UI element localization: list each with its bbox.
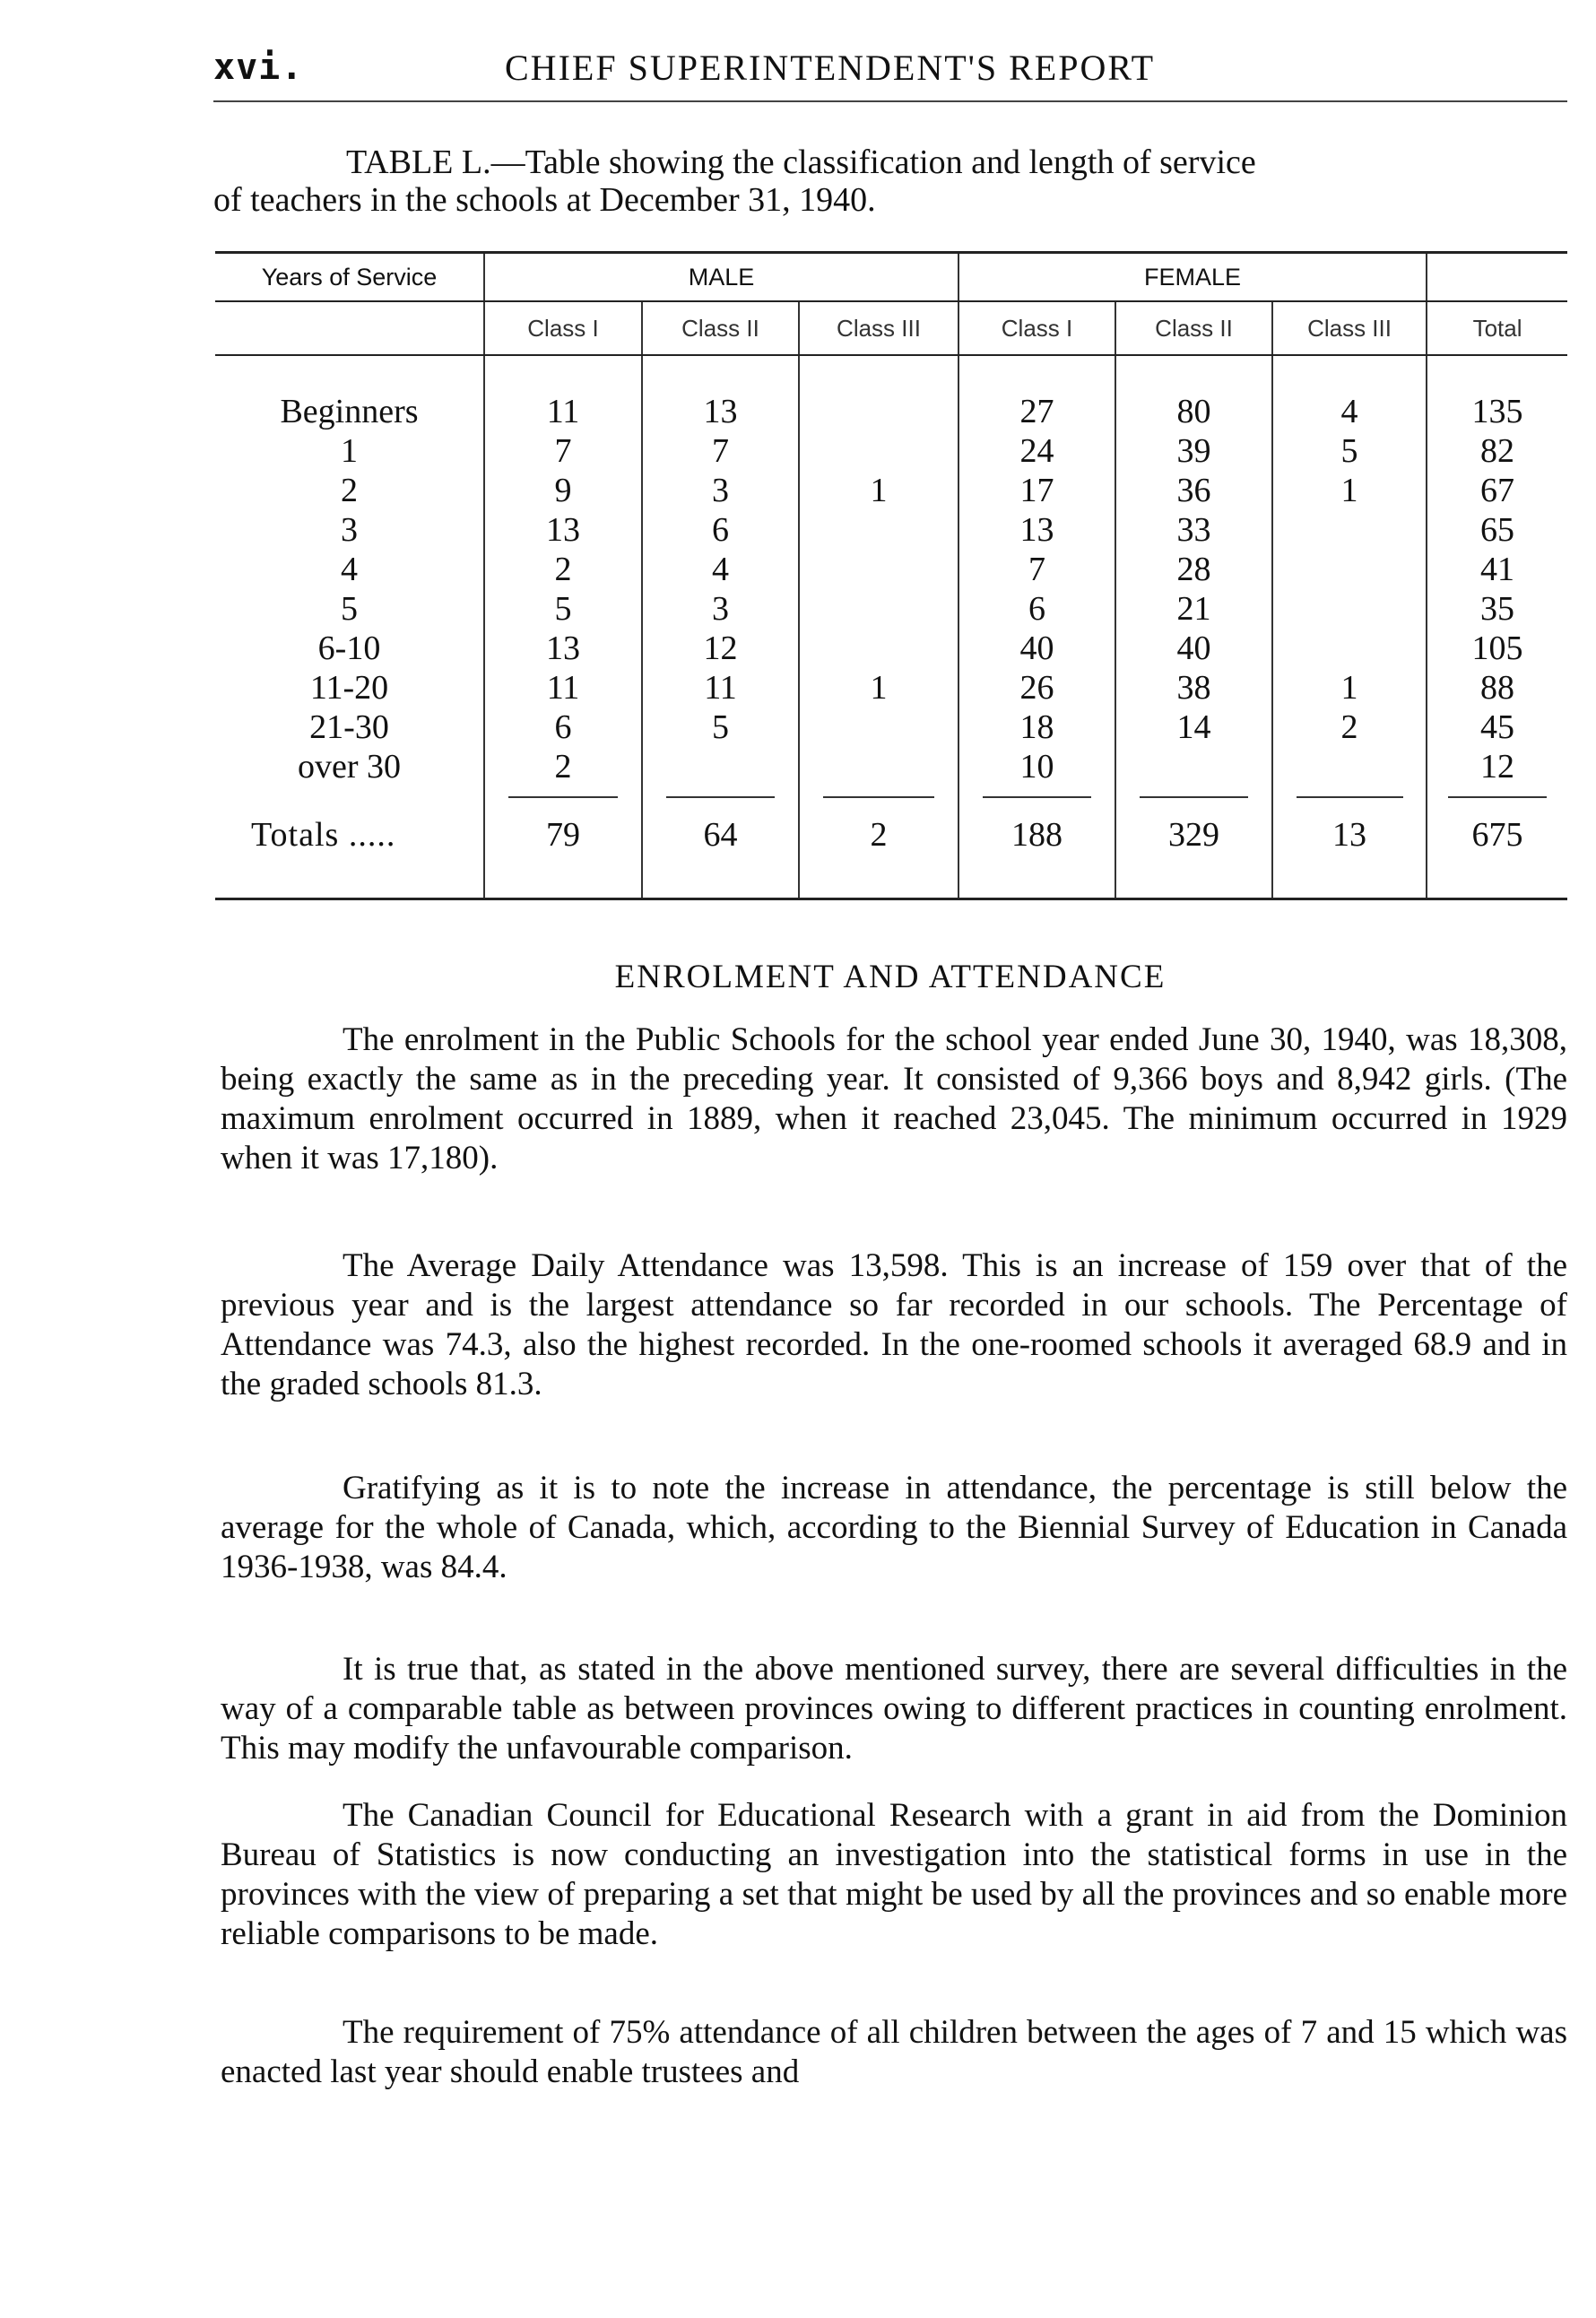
sum-rule-cell xyxy=(1427,786,1567,808)
table-cell: 82 xyxy=(1427,431,1567,471)
spacer-cell xyxy=(958,355,1115,392)
table-cell: 35 xyxy=(1427,589,1567,629)
table-caption xyxy=(213,143,1576,219)
totals-cell: 2 xyxy=(799,808,958,862)
sum-rule-cell xyxy=(484,786,642,808)
table-cell xyxy=(642,747,799,786)
totals-cell: 329 xyxy=(1115,808,1272,862)
table-cell: 105 xyxy=(1427,629,1567,668)
end-cell xyxy=(1115,862,1272,899)
table-cell xyxy=(799,629,958,668)
table-cell xyxy=(799,550,958,589)
row-label: Beginners xyxy=(280,393,419,430)
total-header-blank xyxy=(1427,253,1567,302)
running-head xyxy=(213,47,1585,100)
table-row xyxy=(215,392,1567,431)
table-cell xyxy=(799,747,958,786)
table-cell: 6 xyxy=(642,510,799,550)
table-cell: 1 xyxy=(799,471,958,510)
table-cell: 4 xyxy=(1272,392,1427,431)
table-cell: 45 xyxy=(1427,708,1567,747)
column-header: Class II xyxy=(642,301,799,355)
end-cell xyxy=(215,862,484,899)
row-label: 4 xyxy=(341,551,358,588)
sum-rule-cell xyxy=(1115,786,1272,808)
table-row xyxy=(215,747,1567,786)
paragraph: The enrolment in the Public Schools for the school year ended June 30, 1940, was 18,308, being exactly the same as in the preceding year. It consisted of 9,366 boys and 8,942 girls. (The maximum enrolment occurred in 1889, when it reached 23,045. The minimum occurred in 1929 when it was 17,180). xyxy=(221,1021,1567,1176)
table-row xyxy=(215,550,1567,589)
table-cell: 2 xyxy=(1272,708,1427,747)
table-cell: 24 xyxy=(958,431,1115,471)
table-cell xyxy=(1272,629,1427,668)
table-cell: 26 xyxy=(958,668,1115,708)
row-label: 6-10 xyxy=(317,629,381,667)
caption-line-1: TABLE L.—Table showing the classification and length of service xyxy=(346,143,1256,181)
table-cell: 3 xyxy=(642,471,799,510)
spacer-cell xyxy=(484,355,642,392)
row-label: 2 xyxy=(341,472,358,509)
end-cell xyxy=(1427,862,1567,899)
spacer-cell xyxy=(799,355,958,392)
table-cell: 40 xyxy=(1115,629,1272,668)
table-cell: 2 xyxy=(484,550,642,589)
table-cell: 14 xyxy=(1115,708,1272,747)
report-title: CHIEF SUPERINTENDENT'S REPORT xyxy=(505,48,1156,88)
table-cell: 6 xyxy=(958,589,1115,629)
table-cell: 1 xyxy=(1272,668,1427,708)
table-row xyxy=(215,431,1567,471)
paragraph: Gratifying as it is to note the increase in attendance, the percentage is still below the average for the whole of Canada, which, according to the Biennial Survey of Education in Canada 1936-1938, was 84.4. xyxy=(221,1470,1567,1585)
table-cell: 11 xyxy=(484,392,642,431)
table-cell: 80 xyxy=(1115,392,1272,431)
totals-cell: 64 xyxy=(642,808,799,862)
caption-line-2: of teachers in the schools at December 31, 1940. xyxy=(213,181,876,219)
table-row xyxy=(215,668,1567,708)
table-cell: 41 xyxy=(1427,550,1567,589)
table-cell: 1 xyxy=(799,668,958,708)
table-cell: 1 xyxy=(1272,471,1427,510)
table-cell: 5 xyxy=(484,589,642,629)
table-cell: 65 xyxy=(1427,510,1567,550)
row-label: over 30 xyxy=(297,748,402,786)
table-cell: 4 xyxy=(642,550,799,589)
table-cell: 9 xyxy=(484,471,642,510)
spacer-cell xyxy=(215,355,484,392)
table-cell: 12 xyxy=(642,629,799,668)
table-cell xyxy=(799,392,958,431)
table-cell xyxy=(1272,747,1427,786)
table-cell xyxy=(1115,747,1272,786)
table-cell: 36 xyxy=(1115,471,1272,510)
table-cell: 28 xyxy=(1115,550,1272,589)
paragraph: The requirement of 75% attendance of all children between the ages of 7 and 15 which was enacted last year should enable trustees and xyxy=(221,2014,1567,2090)
table-cell: 2 xyxy=(484,747,642,786)
male-header: MALE xyxy=(484,253,958,302)
table-cell: 13 xyxy=(484,629,642,668)
column-header-row xyxy=(215,301,1567,355)
end-cell xyxy=(958,862,1115,899)
sum-rule-cell xyxy=(215,786,484,808)
table-cell: 135 xyxy=(1427,392,1567,431)
sum-rule-cell xyxy=(1272,786,1427,808)
totals-row xyxy=(215,808,1567,862)
female-header: FEMALE xyxy=(958,253,1427,302)
sum-rule-cell xyxy=(799,786,958,808)
table-cell: 5 xyxy=(1272,431,1427,471)
table-cell: 18 xyxy=(958,708,1115,747)
totals-cell: 79 xyxy=(484,808,642,862)
row-label: 3 xyxy=(341,511,358,549)
paragraph: It is true that, as stated in the above mentioned survey, there are several difficulties in the way of a comparable table as between provinces owing to different practices in counting enrolment. This may modify the unfavourable comparison. xyxy=(221,1651,1567,1767)
spacer-cell xyxy=(642,355,799,392)
table-cell: 11 xyxy=(642,668,799,708)
table-cell: 7 xyxy=(958,550,1115,589)
row-label: 21-30 xyxy=(309,708,389,746)
end-cell xyxy=(642,862,799,899)
table-cell xyxy=(799,589,958,629)
table-cell: 21 xyxy=(1115,589,1272,629)
totals-cell: 675 xyxy=(1427,808,1567,862)
end-cell xyxy=(1272,862,1427,899)
sum-rule-cell xyxy=(958,786,1115,808)
column-header: Class III xyxy=(799,301,958,355)
spacer-cell xyxy=(1272,355,1427,392)
table-cell: 3 xyxy=(642,589,799,629)
table-cell: 13 xyxy=(958,510,1115,550)
sum-rule-cell xyxy=(642,786,799,808)
table-cell xyxy=(1272,589,1427,629)
column-header: Class III xyxy=(1272,301,1427,355)
table-cell: 13 xyxy=(484,510,642,550)
table-cell: 10 xyxy=(958,747,1115,786)
table-cell: 27 xyxy=(958,392,1115,431)
spacer-cell xyxy=(1115,355,1272,392)
table-cell: 13 xyxy=(642,392,799,431)
table-cell: 7 xyxy=(642,431,799,471)
spacer-cell xyxy=(1427,355,1567,392)
table-cell: 33 xyxy=(1115,510,1272,550)
row-label: 5 xyxy=(341,590,358,628)
paragraph: The Average Daily Attendance was 13,598. This is an increase of 159 over that of the previous year and is the largest attendance so far recorded in our schools. The Percentage of Attendance was 74.3, also the highest recorded. In the one-roomed schools it averaged 68.9 and in the graded schools 81.3. xyxy=(221,1247,1567,1402)
section-heading: ENROLMENT AND ATTENDANCE xyxy=(614,959,1167,995)
table-cell: 40 xyxy=(958,629,1115,668)
row-label: 11-20 xyxy=(309,669,389,707)
totals-cell: 13 xyxy=(1272,808,1427,862)
column-header-blank xyxy=(215,301,484,355)
years-of-service-header: Years of Service xyxy=(215,253,484,302)
paragraph: The Canadian Council for Educational Research with a grant in aid from the Dominion Bureau of Statistics is now conducting an investigation into the statistical forms in use in the provinces with the view of preparing a set that might be used by all the provinces and so enable more reliable comparisons to be made. xyxy=(221,1797,1567,1952)
header-group-row xyxy=(215,253,1567,302)
end-cell xyxy=(484,862,642,899)
table-cell: 38 xyxy=(1115,668,1272,708)
table-cell xyxy=(1272,550,1427,589)
totals-label: Totals ..... xyxy=(251,816,396,854)
table-row xyxy=(215,708,1567,747)
table-cell xyxy=(1272,510,1427,550)
table-cell xyxy=(799,510,958,550)
table-row xyxy=(215,629,1567,668)
table-cell: 5 xyxy=(642,708,799,747)
table-row xyxy=(215,589,1567,629)
end-cell xyxy=(799,862,958,899)
row-label: 1 xyxy=(341,432,358,470)
column-header: Total xyxy=(1427,301,1567,355)
table-cell xyxy=(799,431,958,471)
table-row xyxy=(215,510,1567,550)
header-rule xyxy=(213,100,1567,102)
table-cell: 17 xyxy=(958,471,1115,510)
page-number: xvi. xyxy=(213,47,304,88)
table-cell: 67 xyxy=(1427,471,1567,510)
table-cell: 12 xyxy=(1427,747,1567,786)
column-header: Class I xyxy=(484,301,642,355)
table-cell: 39 xyxy=(1115,431,1272,471)
table-row xyxy=(215,471,1567,510)
table-cell: 11 xyxy=(484,668,642,708)
table-cell xyxy=(799,708,958,747)
table-cell: 6 xyxy=(484,708,642,747)
column-header: Class II xyxy=(1115,301,1272,355)
table-cell: 88 xyxy=(1427,668,1567,708)
totals-cell: 188 xyxy=(958,808,1115,862)
column-header: Class I xyxy=(958,301,1115,355)
teacher-service-table xyxy=(215,251,1567,900)
table-cell: 7 xyxy=(484,431,642,471)
